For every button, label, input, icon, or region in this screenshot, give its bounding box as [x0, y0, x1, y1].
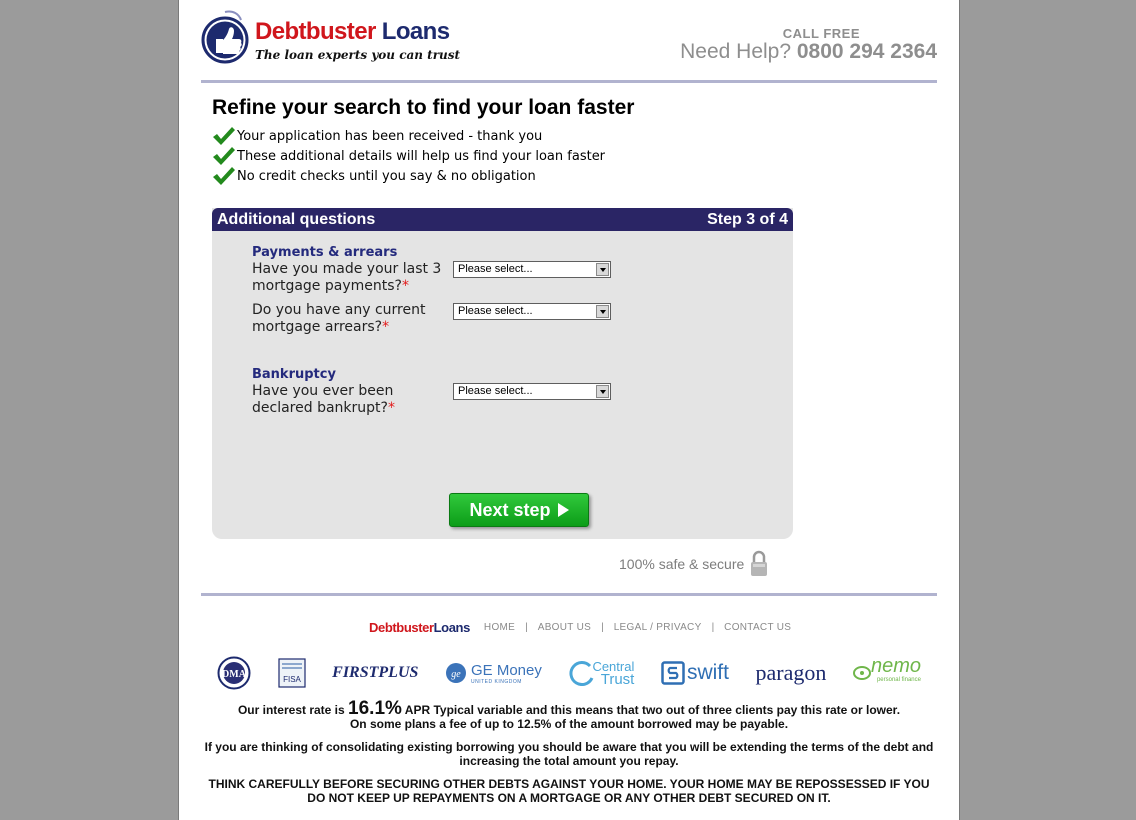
partner-name: GE Money	[470, 661, 542, 679]
play-arrow-icon	[558, 503, 569, 517]
checkmark-icon	[212, 166, 237, 186]
partner-logo-nemo	[853, 655, 921, 687]
partner-logo-central-trust	[568, 660, 634, 686]
page-title: Refine your search to find your loan faster	[212, 96, 635, 119]
padlock-icon	[750, 550, 768, 578]
select-value: Please select...	[458, 385, 533, 397]
partner-name: nemo	[870, 655, 921, 677]
select-value: Please select...	[458, 263, 533, 275]
page-container	[178, 0, 960, 820]
dropdown-arrow-icon[interactable]	[596, 305, 609, 318]
partner-name: Central	[592, 659, 635, 674]
partner-logo-paragon	[756, 660, 827, 686]
brand-name-part1: Debtbuster	[255, 18, 376, 45]
security-text: 100% safe & secure	[619, 556, 745, 572]
partner-logo-fisa	[278, 658, 306, 688]
benefit-text: No credit checks until you say & no obligation	[237, 168, 536, 184]
call-free-block	[680, 26, 937, 64]
benefit-text: Your application has been received - thank you	[237, 128, 543, 144]
last-payments-select[interactable]	[453, 261, 611, 278]
brand-logo[interactable]	[201, 10, 461, 68]
footer-brand-part1: Debtbuster	[369, 620, 434, 635]
partner-logo-dma	[217, 656, 251, 690]
checkmark-icon	[212, 126, 237, 146]
call-free-label: CALL FREE	[782, 26, 860, 41]
checkmark-icon	[212, 146, 237, 166]
benefit-text: These additional details will help us find your loan faster	[237, 148, 606, 164]
select-value: Please select...	[458, 305, 533, 317]
panel-header	[212, 208, 793, 231]
phone-number[interactable]: 0800 294 2364	[796, 40, 937, 63]
rate-value: 16.1%	[348, 698, 402, 719]
need-help-label: Need Help?	[680, 40, 792, 63]
fee-text: On some plans a fee of up to 12.5% of the amount borrowed may be payable.	[349, 717, 789, 731]
next-step-label: Next step	[469, 499, 551, 520]
svg-text:ge: ge	[451, 669, 461, 680]
question-label: Do you have any current mortgage arrears?	[252, 302, 426, 335]
footer-link-home[interactable]: HOME	[483, 622, 516, 633]
partner-name: FISA	[282, 675, 301, 684]
question-arrears	[252, 302, 447, 336]
partner-logo-ge-money	[445, 662, 542, 685]
footer-divider	[201, 593, 937, 596]
partner-logos	[217, 655, 921, 691]
partner-logo-swift	[661, 661, 729, 685]
rate-suffix: APR Typical variable and this means that two out of three clients pay this rate or lower.	[404, 703, 901, 717]
benefit-list	[212, 126, 605, 186]
dropdown-arrow-icon[interactable]	[596, 263, 609, 276]
section-title-bankruptcy: Bankruptcy	[252, 367, 336, 382]
dropdown-arrow-icon[interactable]	[596, 385, 609, 398]
partner-name: paragon	[755, 660, 827, 685]
brand-tagline: The loan experts you can trust	[255, 48, 461, 62]
footer-brand-part2: Loans	[433, 620, 470, 635]
benefit-item	[212, 146, 605, 166]
required-mark: *	[401, 278, 409, 294]
partner-logo-firstplus	[332, 664, 418, 682]
repossession-warning: THINK CAREFULLY BEFORE SECURING OTHER DEBTS AGAINST YOUR HOME. YOUR HOME MAY BE REPOSSESSED IF YOU DO NOT KEEP UP REPAYMENTS ON A MORTGAGE OR ANY OTHER DEBT SECURED ON IT.	[208, 777, 930, 805]
partner-name: DMA	[222, 669, 246, 680]
partner-subtitle: personal finance	[876, 677, 921, 683]
section-title-payments: Payments & arrears	[252, 245, 398, 260]
security-note	[619, 550, 768, 578]
footer-link-legal[interactable]: LEGAL / PRIVACY	[613, 622, 702, 633]
question-label: Have you made your last 3 mortgage payments?	[252, 261, 442, 294]
partner-subtitle: UNITED KINGDOM	[470, 678, 522, 685]
step-indicator: Step 3 of 4	[707, 210, 788, 228]
brand-name-part2: Loans	[381, 18, 450, 45]
footer-separator: |	[601, 622, 604, 633]
footer-separator: |	[711, 622, 715, 633]
next-step-button[interactable]	[449, 493, 589, 527]
partner-name: Trust	[600, 671, 635, 688]
bankrupt-select[interactable]	[453, 383, 611, 400]
partner-name: FIRSTPLUS	[332, 664, 419, 681]
arrears-select[interactable]	[453, 303, 611, 320]
header-divider	[201, 80, 937, 83]
interest-rate-text	[201, 698, 937, 731]
benefit-item	[212, 166, 605, 186]
rate-prefix: Our interest rate is	[237, 703, 345, 717]
partner-name: swift	[686, 661, 729, 684]
brand-name	[255, 18, 449, 46]
footer-brand-logo[interactable]	[369, 620, 470, 635]
benefit-item	[212, 126, 605, 146]
required-mark: *	[387, 400, 395, 416]
panel-title: Additional questions	[217, 210, 376, 228]
footer-link-contact[interactable]: CONTACT US	[724, 622, 792, 633]
footer-link-about[interactable]: ABOUT US	[537, 622, 592, 633]
question-label: Have you ever been declared bankrupt?	[252, 383, 394, 416]
question-last-payments	[252, 261, 447, 295]
required-mark: *	[382, 319, 390, 335]
footer-separator: |	[525, 622, 528, 633]
footer-nav	[369, 620, 791, 635]
consolidation-text: If you are thinking of consolidating existing borrowing you should be aware that you will be extending the terms of the debt and increasing the total amount you repay.	[204, 740, 934, 768]
thumbs-up-logo-icon	[201, 10, 251, 68]
legal-disclaimer	[201, 698, 937, 814]
question-bankrupt	[252, 383, 447, 417]
additional-questions-panel	[212, 208, 793, 539]
